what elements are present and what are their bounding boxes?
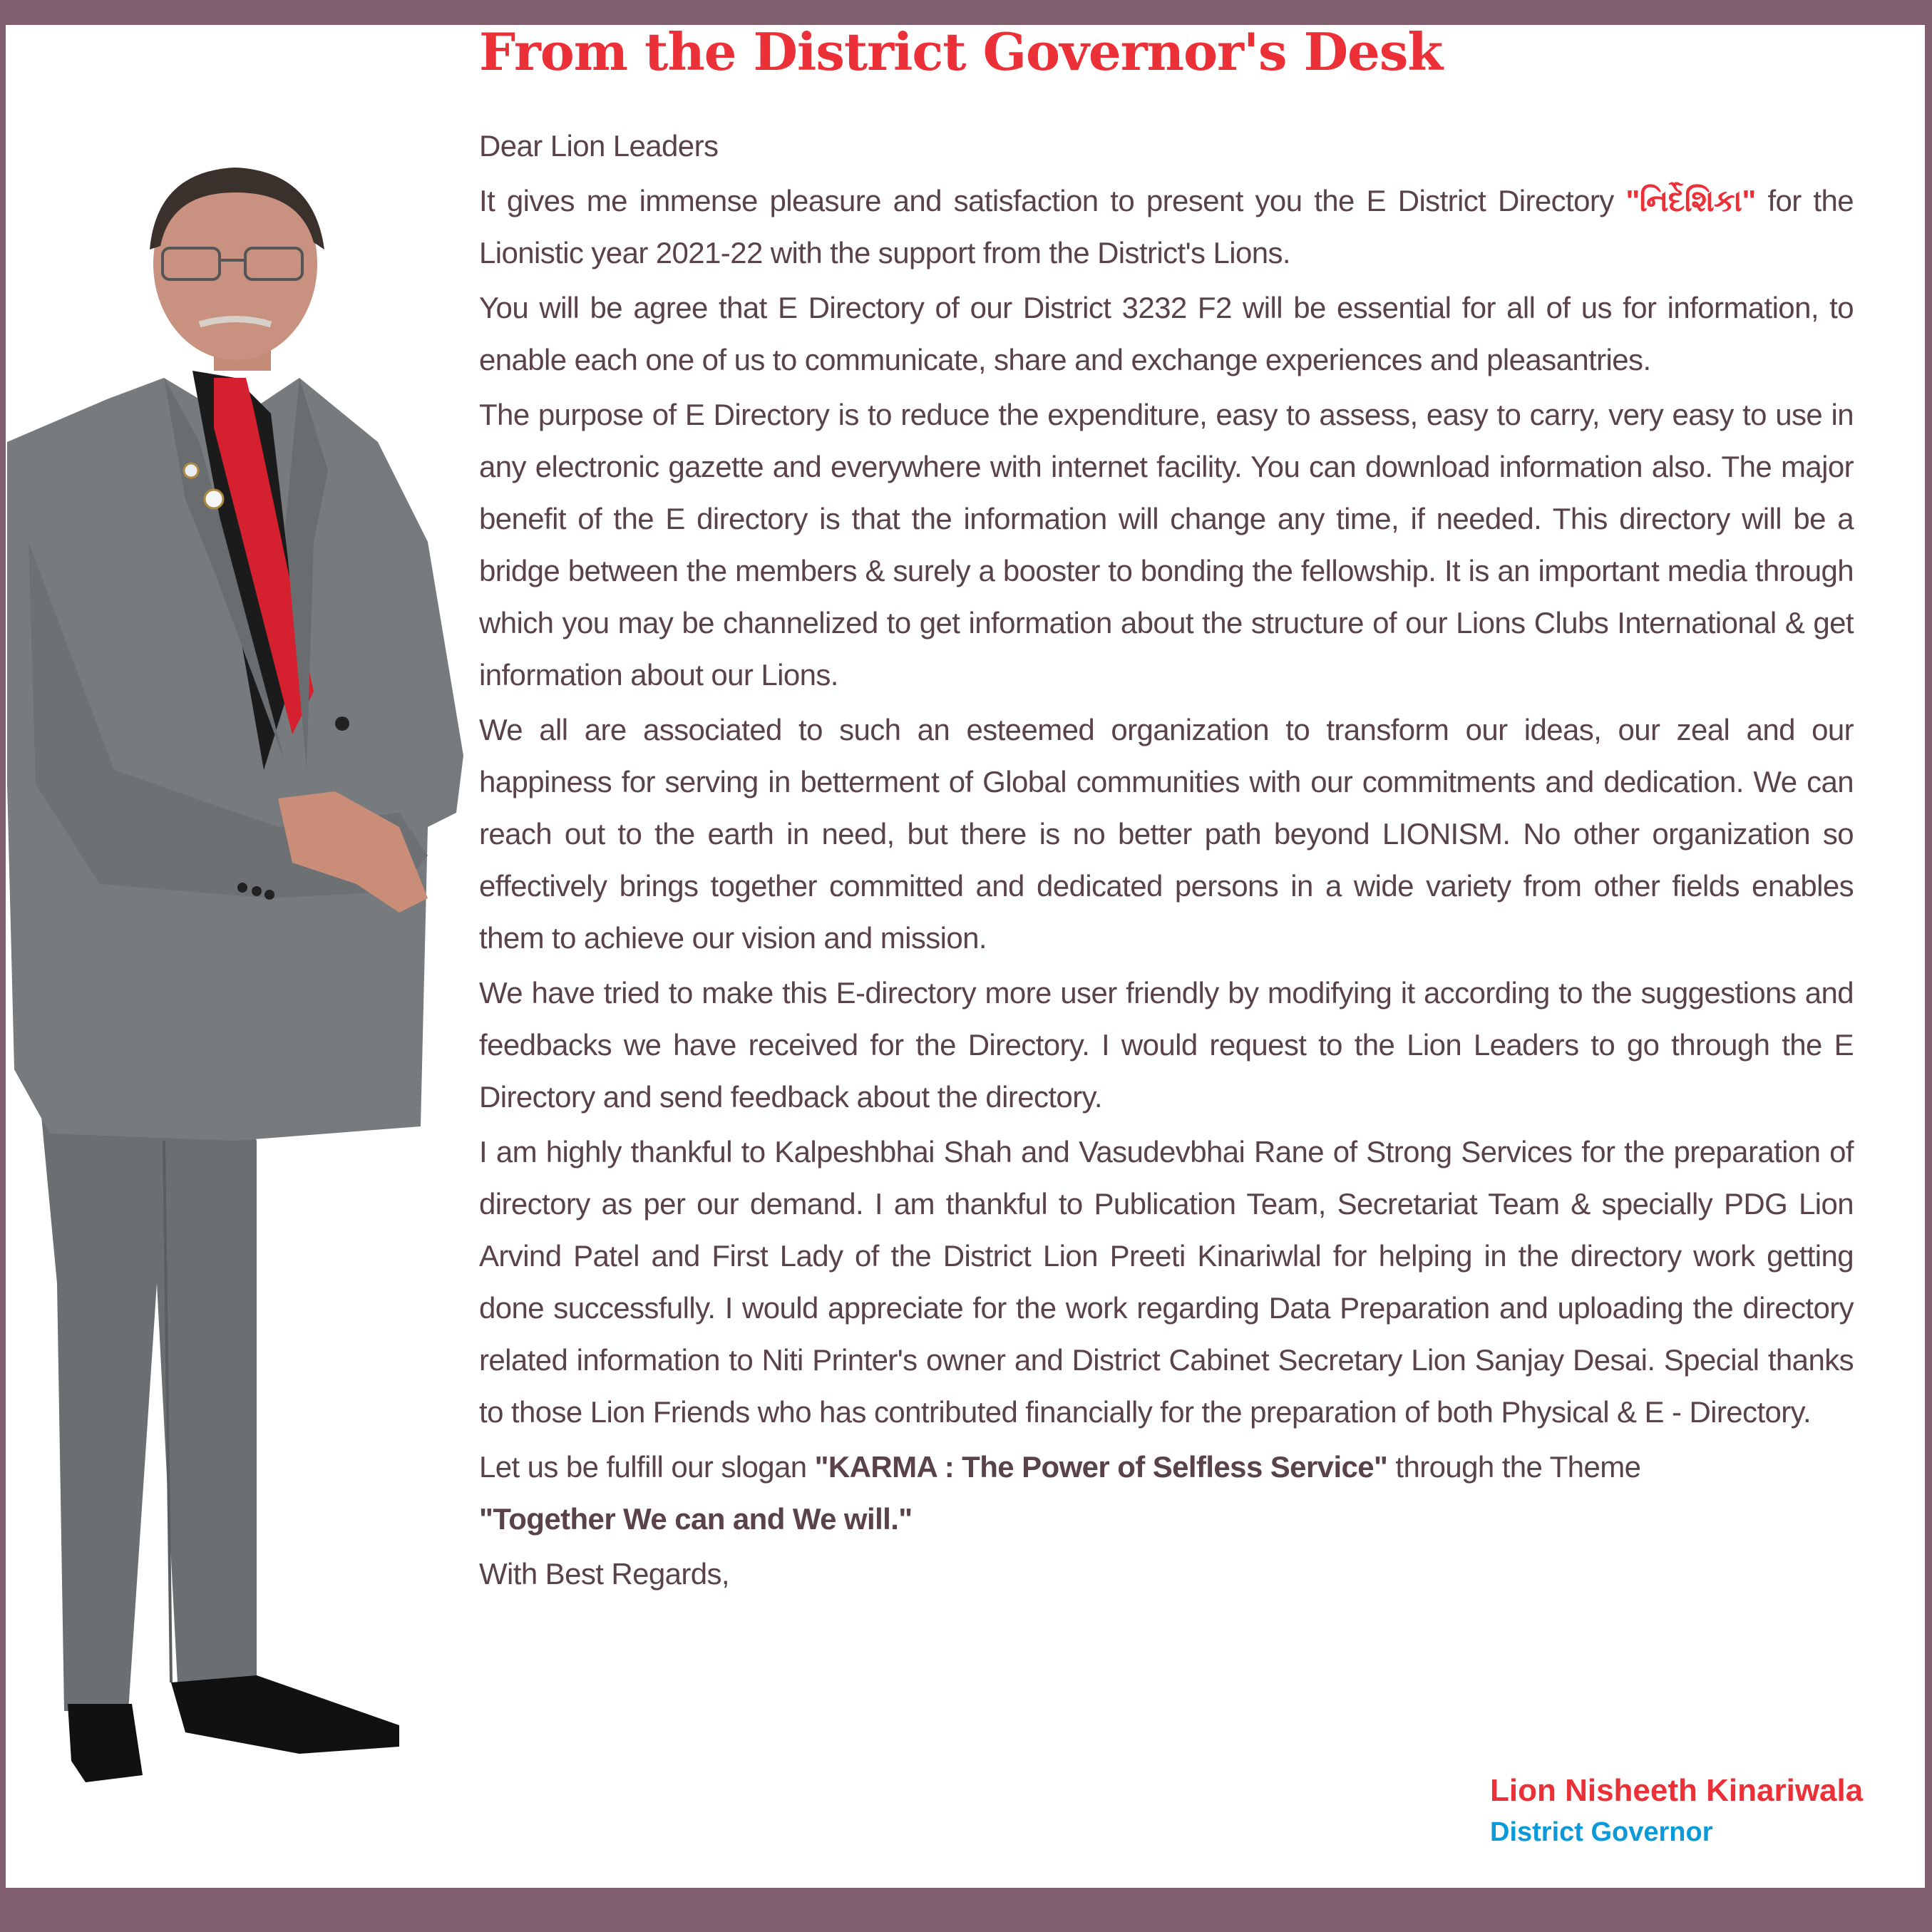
text: through the Theme: [1387, 1450, 1641, 1484]
signature-block: [1490, 1769, 1863, 1852]
paragraph: I am highly thankful to Kalpeshbhai Shah and Vasudevbhai Rane of Strong Services for the preparation of directory as per our demand. I am thankful to Publication Team, Secretariat Team & specially PDG Lion Arvind Patel and First Lady of the District Lion Preeti Kinariwlal for helping in the directory work getting done successfully. I would appreciate for the work regarding Data Preparation and uploading the directory related information to Niti Printer's owner and District Cabinet Secretary Lion Sanjay Desai. Special thanks to those Lion Friends who has contributed financially for the preparation of both Physical & E - Directory.: [479, 1135, 1854, 1429]
paragraph-slogan: [479, 1441, 1854, 1545]
left-shoe: [68, 1704, 143, 1782]
letter-body: [479, 120, 1854, 1603]
salutation: Dear Lion Leaders: [479, 129, 719, 163]
paragraph: We have tried to make this E-directory more user friendly by modifying it according to the suggestions and feedbacks we have received for the Directory. I would request to the Lion Leaders to go through the E Directory and send feedback about the directory.: [479, 976, 1854, 1114]
page-title: From the District Governor's Desk: [479, 21, 1443, 82]
paragraph: The purpose of E Directory is to reduce the expenditure, easy to assess, easy to carry, very easy to use in any electronic gazette and everywhere with internet facility. You can download information also. The major benefit of the E directory is that the information will change any time, if needed. This directory will be a bridge between the members & surely a booster to bonding the fellowship. It is an important media through which you may be channelized to get information about the structure of our Lions Clubs International & get information about our Lions.: [479, 398, 1854, 692]
text: for the Lionistic year 2021-22 with the support from the District's Lions.: [479, 184, 1854, 269]
paragraph: We all are associated to such an esteemed organization to transform our ideas, our zeal and our happiness for serving in betterment of Global communities with our commitments and dedication. We can reach out to the earth in need, but there is no better path beyond LIONISM. No other organization so effectively brings together committed and dedicated persons in a wide variety from other fields enables them to achieve our vision and mission.: [479, 713, 1854, 955]
lapel-pin: [205, 490, 223, 508]
signature-role: District Governor: [1490, 1817, 1713, 1847]
text: It gives me immense pleasure and satisfaction to present you the E District Directory: [479, 184, 1626, 217]
signature-name: Lion Nisheeth Kinariwala: [1490, 1773, 1864, 1808]
paragraph: You will be agree that E Directory of our District 3232 F2 will be essential for all of us for information, to enable each one of us to communicate, share and exchange experiences and pleasantries.: [479, 291, 1854, 376]
lapel-pin: [184, 463, 198, 478]
slogan: "KARMA : The Power of Selfless Service": [814, 1450, 1388, 1484]
theme: "Together We can and We will.": [479, 1502, 913, 1536]
text: Let us be fulfill our slogan: [479, 1450, 815, 1484]
governor-portrait: [0, 143, 485, 1797]
paragraph-intro: [479, 175, 1854, 279]
trousers: [36, 1055, 257, 1711]
closing: With Best Regards,: [479, 1557, 729, 1591]
right-shoe: [171, 1675, 399, 1754]
directory-name-gujarati: "નિર્દેશિકા": [1625, 184, 1756, 217]
